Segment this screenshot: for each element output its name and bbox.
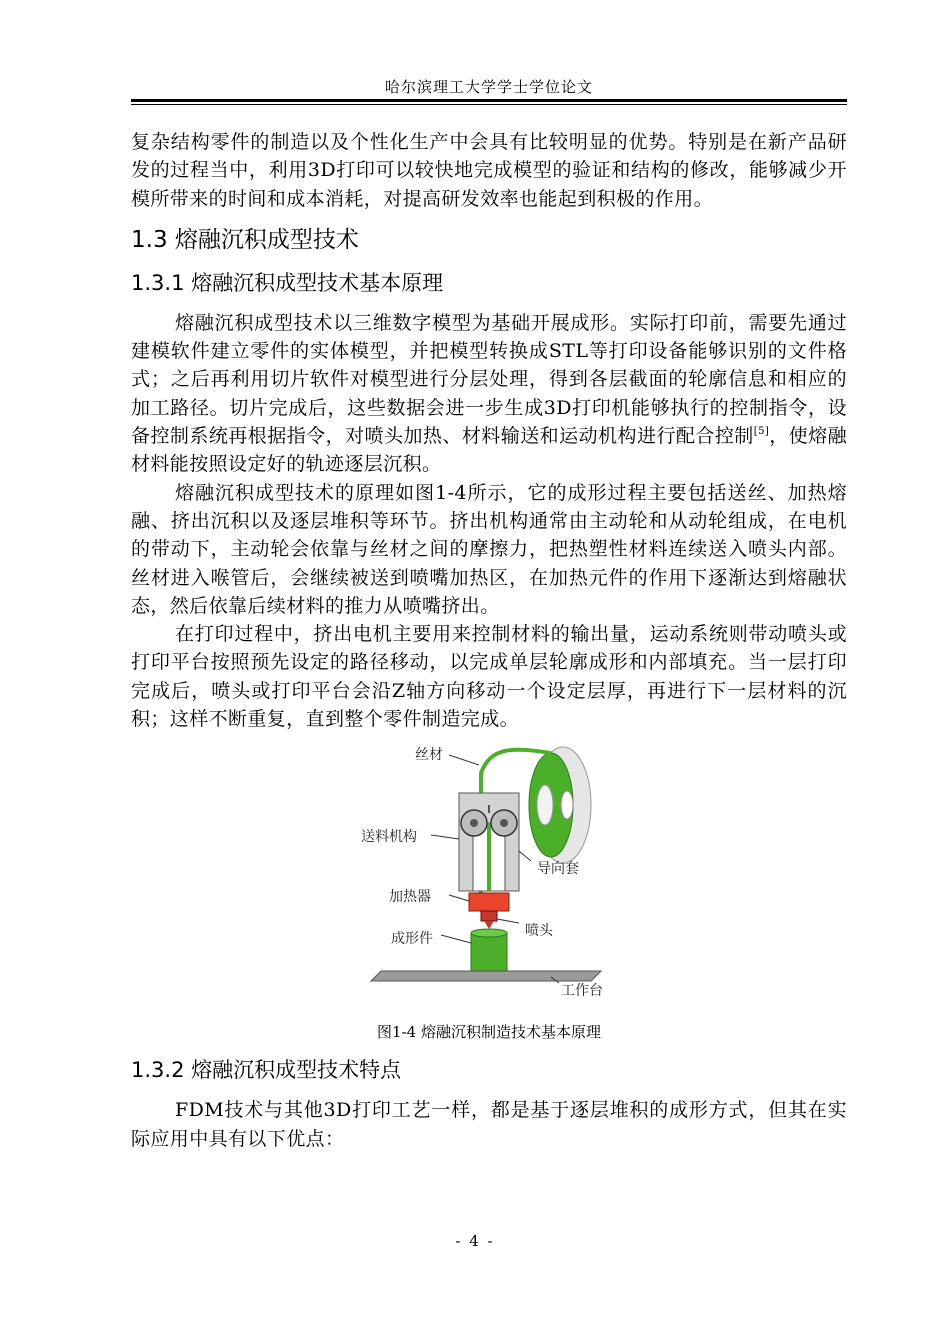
paragraph-principle-tail: ，使熔融材料能按照设定好的轨迹逐层沉积。 (131, 425, 847, 476)
subsection-heading-1-3-1: 1.3.1 熔融沉积成型技术基本原理 (131, 270, 444, 295)
paragraph-continued: 复杂结构零件的制造以及个性化生产中会具有比较明显的优势。特别是在新产品研发的过程当中，利用3D打印可以较快地完成模型的验证和结构的修改，能够减少开模所带来的时间和成本消耗，对提高研发效率也能起到积极的作用。 (131, 131, 847, 210)
paragraph-printing: 在打印过程中，挤出电机主要用来控制材料的输出量，运动系统则带动喷头或打印平台按照预先设定的路径移动，以完成单层轮廓成形和内部填充。当一层打印完成后，喷头或打印平台会沿Z轴方向移动一个设定层厚，再进行下一层材料的沉积；这样不断重复，直到整个零件制造完成。 (131, 623, 847, 731)
paragraph-process: 熔融沉积成型技术的原理如图1-4所示，它的成形过程主要包括送丝、加热熔融、挤出沉积以及逐层堆积等环节。挤出机构通常由主动轮和从动轮组成，在电机的带动下，主动轮会依靠与丝材之间的摩擦力，把热塑性材料连续送入喷头内部。丝材进入喉管后，会继续被送到喷嘴加热区，在加热元件的作用下逐渐达到熔融状态，然后依靠后续材料的推力从喷嘴挤出。 (131, 481, 847, 617)
citation-ref[interactable]: [5] (753, 426, 770, 438)
subsection-heading-1-3-2: 1.3.2 熔融沉积成型技术特点 (131, 1058, 402, 1083)
label-part: 成形件 (391, 931, 433, 948)
body-text (131, 128, 847, 1153)
label-guide: 导向套 (537, 861, 579, 878)
figure-caption: 图1-4 熔融沉积制造技术基本原理 (377, 1023, 601, 1042)
running-header: 哈尔滨理工大学学士学位论文 (384, 78, 593, 96)
page-number: - 4 - (455, 1232, 495, 1250)
paragraph-principle (131, 309, 847, 479)
label-heater: 加热器 (389, 889, 431, 906)
work-table (371, 971, 601, 981)
label-filament: 丝材 (415, 747, 443, 764)
header-rule-thick (131, 99, 847, 102)
label-feeder: 送料机构 (361, 829, 417, 846)
label-table: 工作台 (561, 983, 603, 1000)
paragraph-principle-text: 熔融沉积成型技术以三维数字模型为基础开展成形。实际打印前，需要先通过建模软件建立零件的实体模型，并把模型转换成STL等打印设备能够识别的文件格式；之后再利用切片软件对模型进行分层处理，得到各层截面的轮廓信息和相应的加工路径。切片完成后，这些数据会进一步生成3D打印机能够执行的控制指令，设备控制系统再根据指令，对喷头加热、材料输送和运动机构进行配合控制 (131, 311, 847, 448)
paragraph-features: FDM技术与其他3D打印工艺一样，都是基于逐层堆积的成形方式，但其在实际应用中具有以下优点： (131, 1099, 847, 1150)
heater-block (469, 893, 509, 911)
section-heading-1-3: 1.3 熔融沉积成型技术 (131, 226, 359, 253)
fdm-diagram (331, 743, 651, 1005)
figure-fdm-principle (131, 743, 847, 1013)
header-rule-thin (131, 104, 847, 105)
printed-part (471, 933, 507, 971)
filament-spool (529, 747, 591, 863)
label-nozzle: 喷头 (525, 923, 553, 940)
